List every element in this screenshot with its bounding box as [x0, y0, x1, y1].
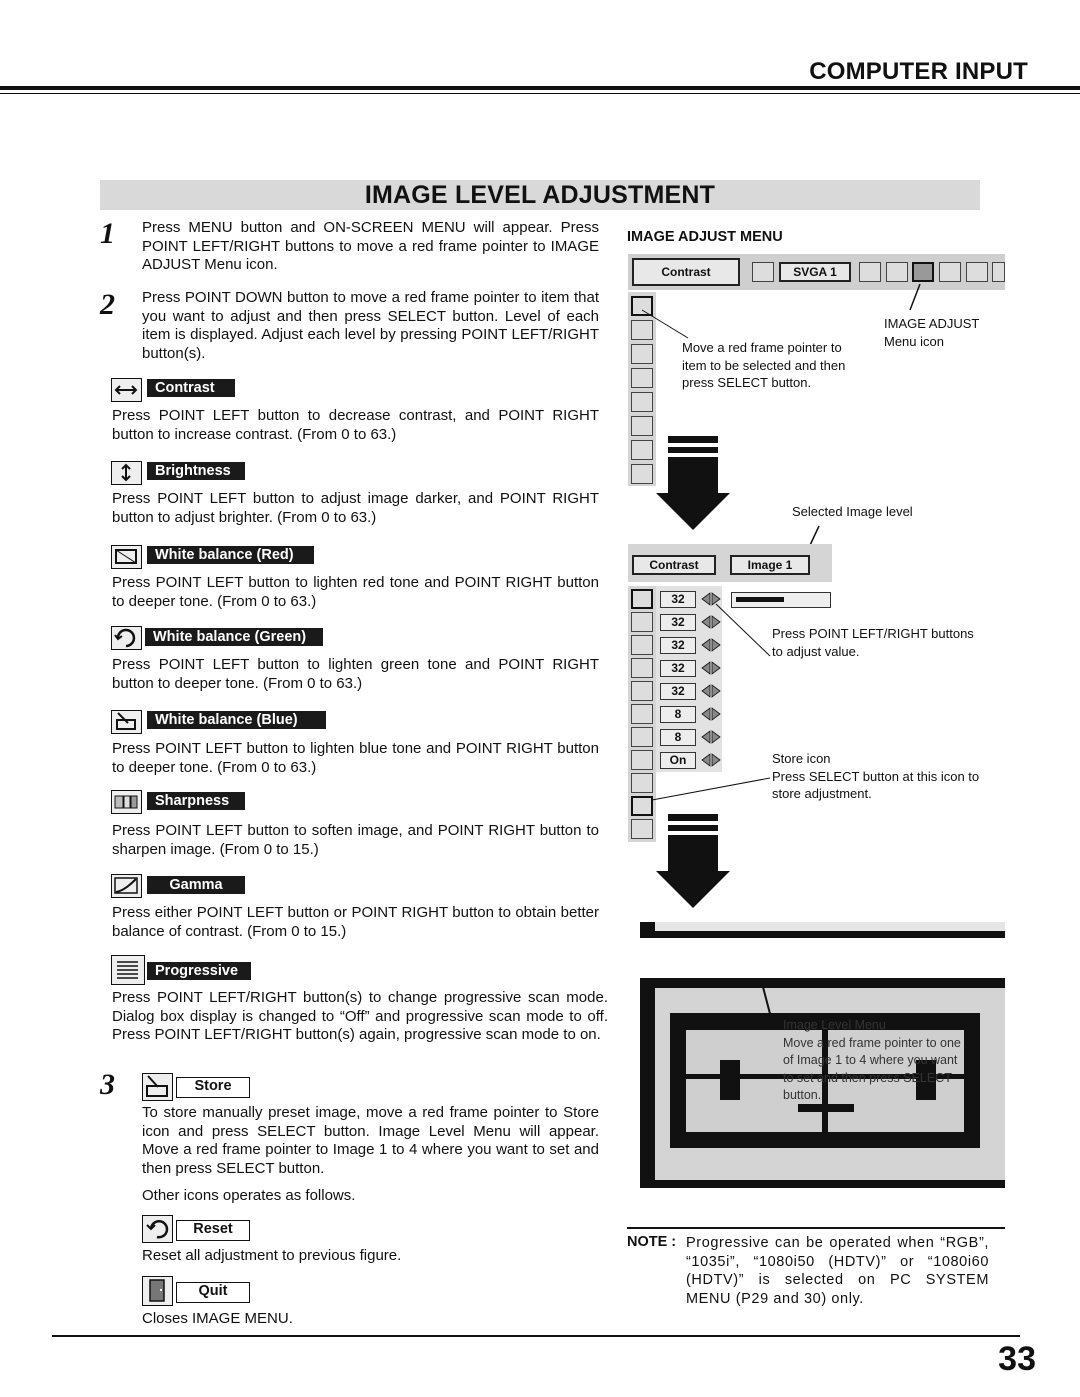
col1-sharpness-icon — [631, 416, 653, 436]
value-wb-green: 32 — [660, 660, 696, 677]
sound-icon — [966, 262, 988, 282]
progressive-icon — [111, 955, 145, 985]
osd-tab-svga: SVGA 1 — [779, 262, 851, 282]
sharpness-icon — [111, 790, 142, 814]
page-title: IMAGE LEVEL ADJUSTMENT — [364, 181, 716, 209]
brightness-icon — [111, 461, 142, 485]
step-number-3: 3 — [100, 1068, 115, 1101]
value-gamma: 8 — [660, 729, 696, 746]
value-wb-red: 32 — [660, 637, 696, 654]
brightness-desc: Press POINT LEFT button to adjust image darker, and POINT RIGHT button to adjust brighter. (From 0 to 63.) — [112, 490, 599, 526]
input-icon — [752, 262, 774, 282]
section-title: COMPUTER INPUT — [809, 58, 1028, 85]
step-3-text: To store manually preset image, move a red frame pointer to Store icon and press SELECT button. Image Level Menu will appear. Move a red frame pointer to Image 1 to 4 where you want to set and then press SELECT button. — [142, 1104, 599, 1177]
osd-tab-contrast: Contrast — [632, 258, 740, 286]
white-balance-blue-desc: Press POINT LEFT button to lighten blue tone and POINT RIGHT button to deeper tone. (From 0 to 63.) — [112, 740, 599, 776]
note-text: Progressive can be operated when “RGB”, “1035i”, “1080i50 (HDTV)” or “1080i60 (HDTV)” is selected on PC SYSTEM MENU (P29 and 30) only. — [686, 1235, 989, 1307]
setting-icon — [992, 262, 1005, 282]
contrast-desc: Press POINT LEFT button to decrease contrast, and POINT RIGHT button to increase contrast. (From 0 to 63.) — [112, 407, 599, 443]
col1-wb-green-icon — [631, 368, 653, 388]
quit-icon — [142, 1276, 173, 1306]
quit-label: Quit — [176, 1282, 250, 1303]
note-rule — [627, 1227, 1005, 1229]
system-icon — [859, 262, 881, 282]
other-icons-text: Other icons operates as follows. — [142, 1187, 356, 1204]
callout-selected-image-level: Selected Image level — [792, 504, 913, 519]
footer-rule — [52, 1335, 1020, 1337]
gamma-icon — [111, 874, 142, 898]
white-balance-red-label: White balance (Red) — [147, 546, 314, 564]
col1-wb-blue-icon — [631, 392, 653, 412]
white-balance-green-desc: Press POINT LEFT button to lighten green tone and POINT RIGHT button to deeper tone. (From 0 to 63.) — [112, 656, 599, 692]
screen-icon — [886, 262, 908, 282]
white-balance-blue-icon — [111, 710, 142, 734]
progressive-desc: Press POINT LEFT/RIGHT button(s) to change progressive scan mode. Dialog box display is changed to “Off” and progressive scan mode to off. Press POINT LEFT/RIGHT button(s) again, progressive scan mode to on. — [112, 989, 608, 1044]
value-brightness: 32 — [660, 614, 696, 631]
white-balance-green-icon — [111, 626, 142, 650]
sharpness-label: Sharpness — [147, 792, 245, 810]
callout-adjust-value: Press POINT LEFT/RIGHT buttons to adjust value. — [772, 626, 974, 659]
quit-desc: Closes IMAGE MENU. — [142, 1310, 293, 1327]
osd2-tab-contrast: Contrast — [632, 555, 716, 575]
store-label: Store — [176, 1077, 250, 1098]
image-select-icon — [939, 262, 961, 282]
step-1-text: Press MENU button and ON-SCREEN MENU will appear. Press POINT LEFT/RIGHT buttons to move a red frame pointer to IMAGE ADJUST Menu icon. — [142, 219, 599, 274]
header-rule-thin — [0, 93, 1080, 94]
col1-gamma-icon — [631, 440, 653, 460]
contrast-label: Contrast — [147, 379, 235, 397]
note-label: NOTE : — [627, 1234, 677, 1250]
osd2-tab-image: Image 1 — [730, 555, 810, 575]
callout-lines-mid — [620, 596, 780, 806]
sharpness-desc: Press POINT LEFT button to soften image, and POINT RIGHT button to sharpen image. (From 0 to 15.) — [112, 822, 599, 858]
white-balance-green-label: White balance (Green) — [145, 628, 323, 646]
progressive-label: Progressive — [147, 962, 251, 980]
image-adjust-menu-icon — [912, 262, 934, 282]
white-balance-red-desc: Press POINT LEFT button to lighten red tone and POINT RIGHT button to deeper tone. (From 0 to 63.) — [112, 574, 599, 610]
store-icon — [142, 1073, 173, 1101]
image-level-menu-frame-top-inner — [655, 922, 1005, 931]
step-number-2: 2 — [100, 288, 115, 321]
value-progressive: On — [660, 752, 696, 769]
down-arrow-1 — [656, 436, 732, 532]
header-rule — [0, 86, 1080, 90]
gamma-desc: Press either POINT LEFT button or POINT RIGHT button to obtain better balance of contrast. (From 0 to 15.) — [112, 904, 599, 940]
reset-desc: Reset all adjustment to previous figure. — [142, 1247, 402, 1264]
down-arrow-2 — [656, 814, 730, 910]
page-number: 33 — [998, 1340, 1036, 1378]
col1-progressive-icon — [631, 464, 653, 484]
value-sharpness: 8 — [660, 706, 696, 723]
white-balance-blue-label: White balance (Blue) — [147, 711, 326, 729]
value-contrast: 32 — [660, 591, 696, 608]
image-adjust-menu-title: IMAGE ADJUST MENU — [627, 229, 783, 245]
reset-label: Reset — [176, 1220, 250, 1241]
brightness-label: Brightness — [147, 462, 245, 480]
callout-line-level-menu — [760, 985, 780, 1033]
col2-quit-icon — [631, 819, 653, 839]
white-balance-red-icon — [111, 545, 142, 569]
gamma-label: Gamma — [147, 876, 245, 894]
step-number-1: 1 — [100, 217, 115, 250]
reset-icon — [142, 1215, 173, 1243]
value-wb-blue: 32 — [660, 683, 696, 700]
step-2-text: Press POINT DOWN button to move a red frame pointer to item that you want to adjust and then press SELECT button. Level of each item is displayed. Adjust each level by pressing POINT LEFT/RIGHT button(s). — [142, 289, 599, 362]
contrast-icon — [111, 378, 142, 402]
callout-store-icon: Store icon Press SELECT button at this icon to store adjustment. — [772, 751, 980, 801]
callout-move-pointer: Move a red frame pointer to item to be selected and then press SELECT button. — [682, 340, 846, 390]
callout-image-adjust-icon: IMAGE ADJUST Menu icon — [884, 316, 980, 349]
image-level-menu-text: Image Level Menu Move a red frame pointer to one of Image 1 to 4 where you want to set and then press SELECT button. — [783, 1018, 961, 1102]
